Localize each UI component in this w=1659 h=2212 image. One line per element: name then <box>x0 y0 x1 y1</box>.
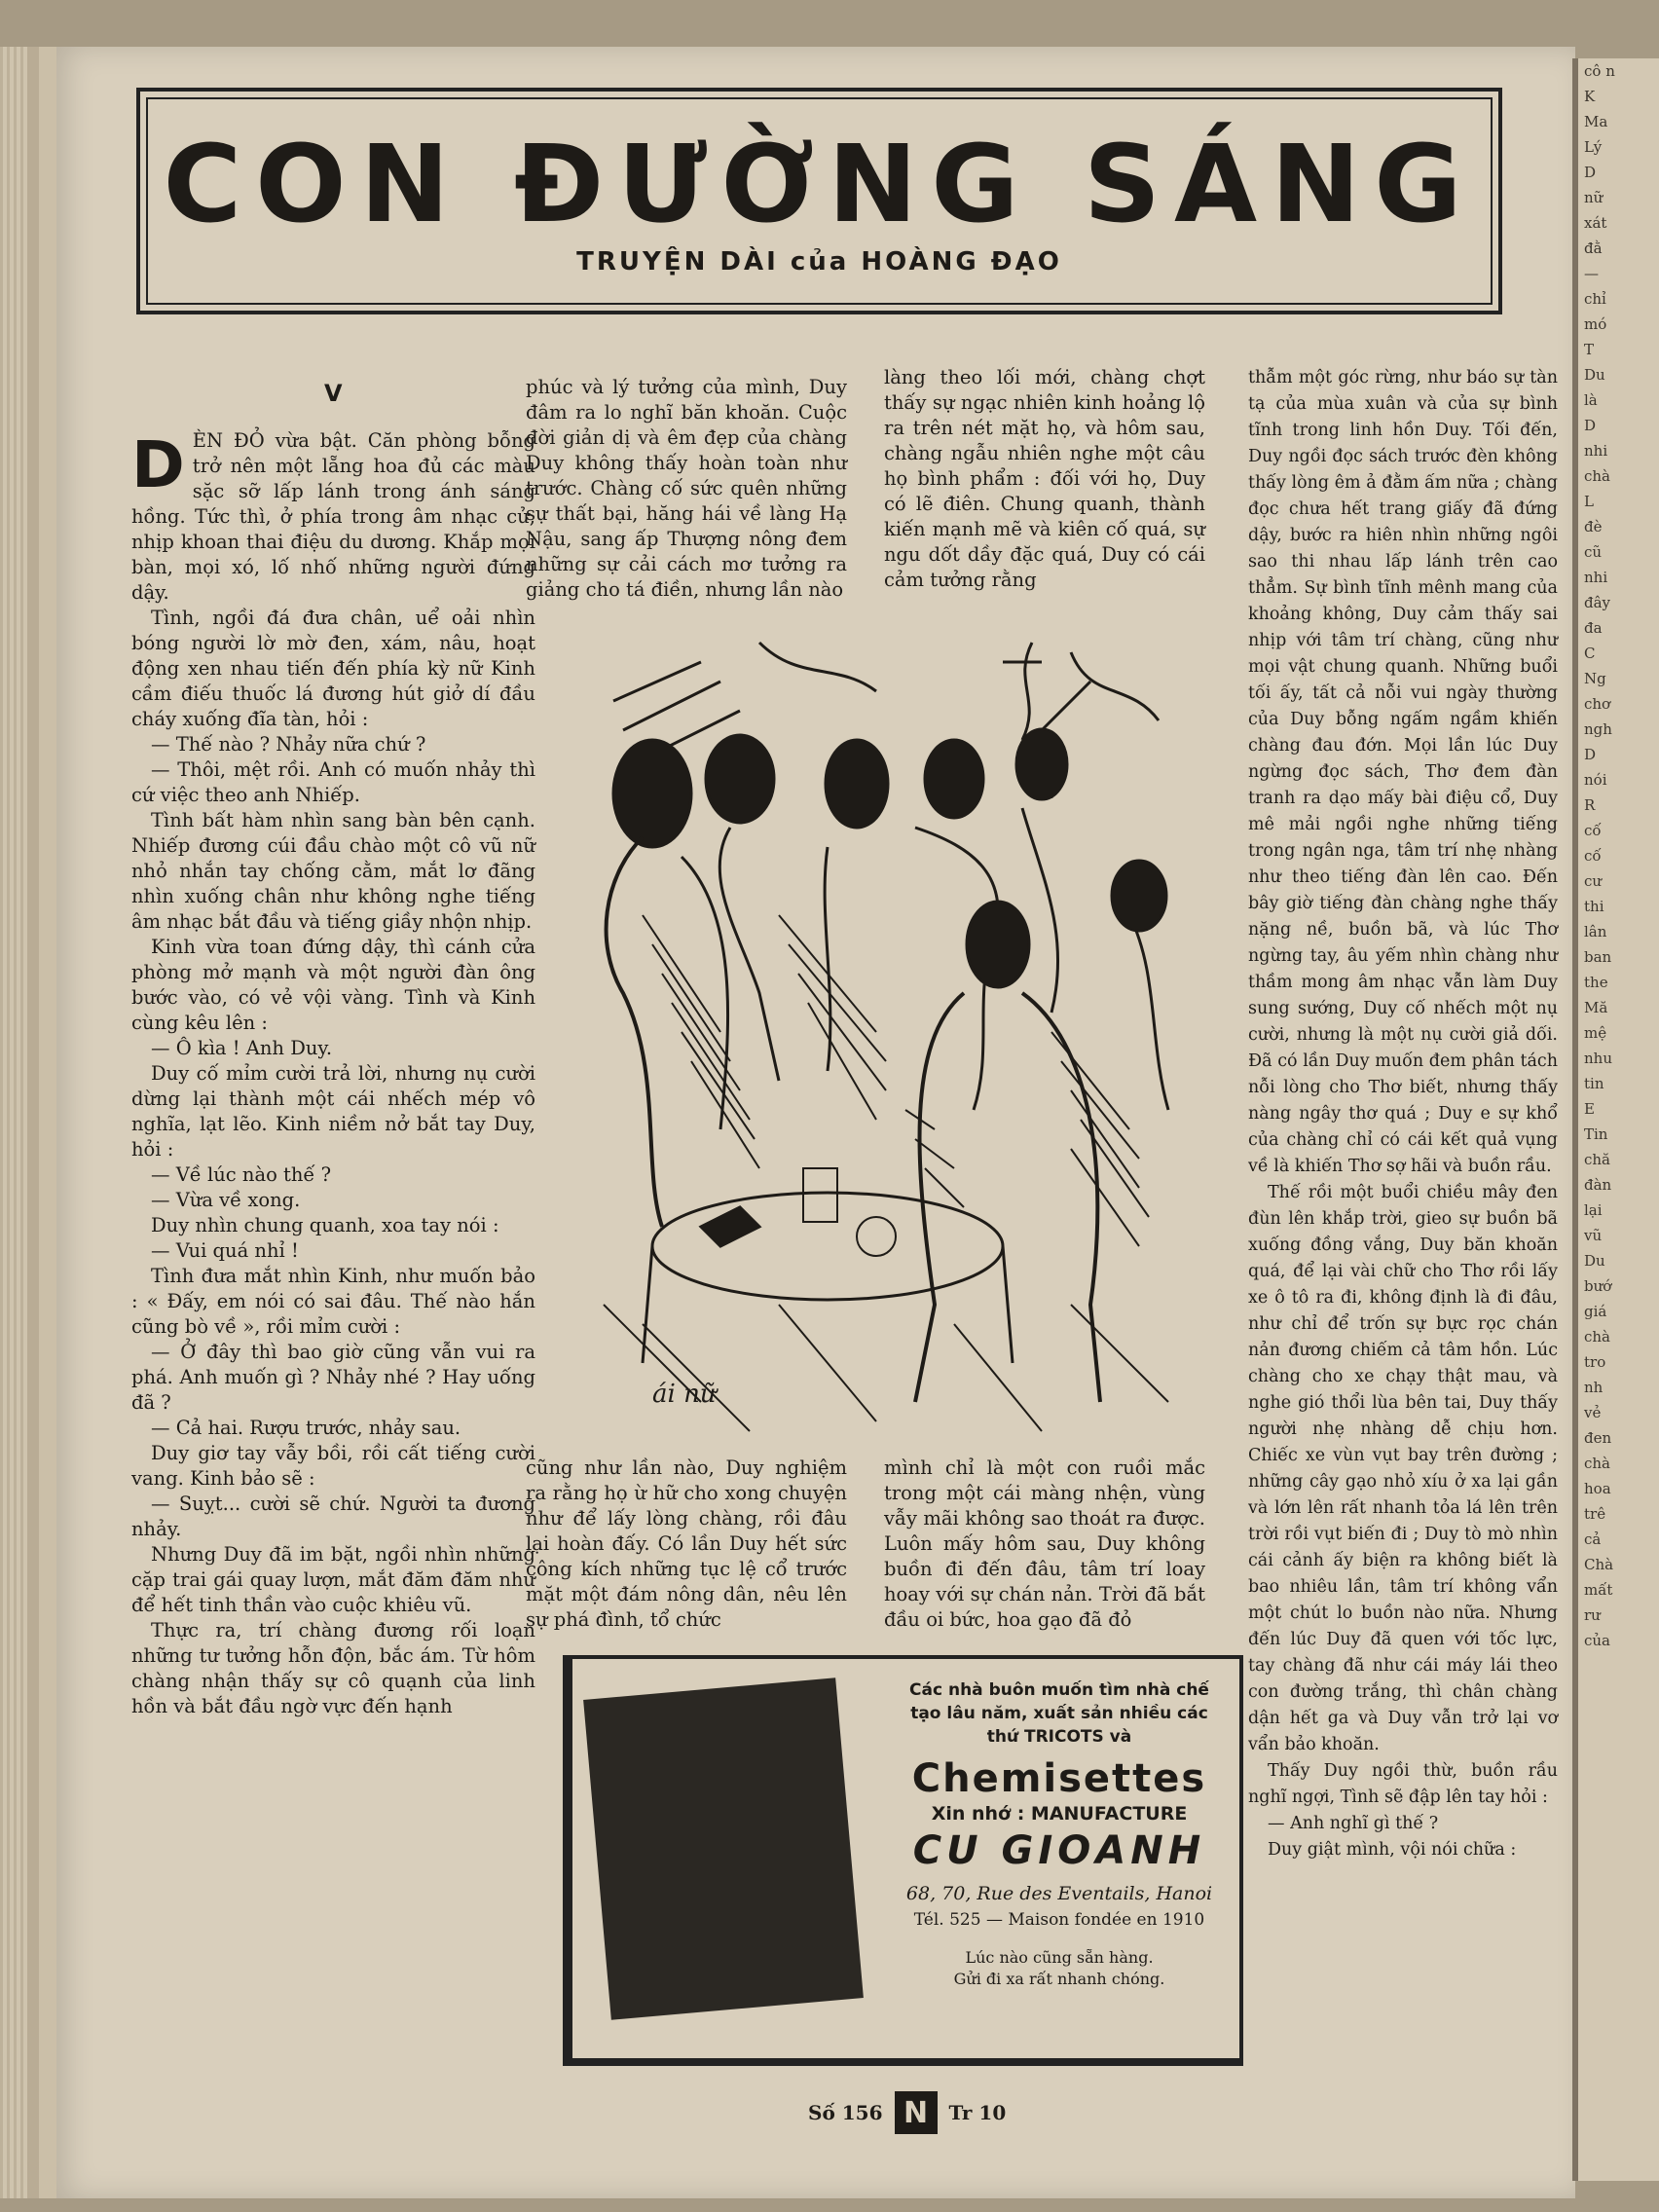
facing-page-fragment: chỉ <box>1584 290 1606 308</box>
facing-page-fragment: thi <box>1584 898 1604 915</box>
facing-page-fragment: xát <box>1584 214 1607 232</box>
ad-footnote <box>894 1947 1225 1990</box>
facing-page-fragment: T <box>1584 341 1595 358</box>
book-spine <box>0 47 58 2198</box>
paragraph: Nhưng Duy đã im bặt, ngồi nhìn những cặp trai gái quay lượn, mắt đăm đăm như để hết tinh thần vào cuộc khiêu vũ. <box>131 1543 535 1616</box>
dialogue: — Về lúc nào thế ? <box>151 1163 332 1186</box>
page-footer <box>808 2091 1022 2134</box>
paragraph: cũng như lần nào, Duy nghiệm ra rằng họ ừ hữ cho xong chuyện như để lấy lòng chàng, rồi đâu lại hoàn đấy. Có lần Duy hết sức công kích những tục lệ cổ trước mặt một đám nông dân, nêu lên sự phá đình, tổ chức <box>526 1456 847 1631</box>
facing-page-fragment: đây <box>1584 594 1611 611</box>
facing-page-fragment: giá <box>1584 1303 1607 1320</box>
facing-page-fragment: Chà <box>1584 1556 1614 1573</box>
ad-remember: Xin nhớ : MANUFACTURE <box>931 1803 1188 1825</box>
illustration-drawing <box>584 623 1198 1436</box>
facing-page-fragment: ban <box>1584 948 1612 966</box>
facing-page-fragment: chà <box>1584 1455 1611 1472</box>
drop-cap: D <box>131 427 185 502</box>
opening-paragraph: DÈN ĐỎ vừa bật. Căn phòng bỗng trở nên một lẵng hoa đủ các màu sặc sỡ lấp lánh trong ánh sáng hồng. Tức thì, ở phía trong âm nhạc cử, nhịp khoan thai điệu du dương. Khắp mọi bàn, mọi xó, lố nhố những người đứng dậy. <box>131 427 535 604</box>
facing-page-fragment: chơ <box>1584 695 1611 713</box>
column-4 <box>1248 365 1558 1863</box>
facing-page-edge <box>1572 58 1659 2181</box>
facing-page-fragment: đen <box>1584 1429 1612 1447</box>
facing-page-fragment: là <box>1584 391 1598 409</box>
facing-page-fragment: Mă <box>1584 999 1608 1016</box>
paragraph: Kinh vừa toan đứng dậy, thì cánh cửa phòng mở mạnh và một người đàn ông bước vào, có vẻ vội vàng. Tình và Kinh cùng kêu lên : <box>131 936 535 1034</box>
facing-page-fragment: đè <box>1584 518 1603 535</box>
dialogue: — Cả hai. Rượu trước, nhảy sau. <box>151 1417 461 1439</box>
facing-page-fragment: Du <box>1584 366 1605 384</box>
paragraph: Tình bất hàm nhìn sang bàn bên cạnh. Nhiếp đương cúi đầu chào một cô vũ nữ nhỏ nhắn tay chống cằm, mắt lơ đãng nhìn xuống chân như không nghe tiếng âm nhạc bắt đầu và tiếng giầy nhộn nhịp. <box>131 809 535 933</box>
facing-page-fragment: ngh <box>1584 720 1612 738</box>
chapter-number: V <box>324 380 343 407</box>
facing-page-fragment: vẻ <box>1584 1404 1602 1421</box>
facing-page-fragment: tin <box>1584 1075 1604 1092</box>
column-1 <box>131 428 535 1719</box>
facing-page-fragment: nhi <box>1584 442 1608 460</box>
facing-page-fragment: cả <box>1584 1530 1602 1548</box>
paragraph: Thế rồi một buổi chiều mây đen đùn lên khắp trời, gieo sự buồn bã xuống đồng vắng, Duy băn khoăn quá, để lại vài chữ cho Thơ rồi lấy xe ô tô ra đi, không định là đi đâu, như chỉ để trốn sự bực rọc chán nản đương chiếm cả tâm hồn. Lúc chàng cho xe chạy thật mau, và nghe gió thổi lùa bên tai, Duy thấy người nhẹ nhàng dễ chịu hơn. Chiếc xe vùn vụt bay trên đường ; những cây gạo nhỏ xíu ở xa lại gần và lớn lên rất nhanh tỏa lá lên trên trời rồi vụt biến đi ; Duy tò mò nhìn cái cảnh ấy biện ra không biết là bao nhiêu lần, tâm trí không vẩn một chút lo buồn nào nữa. Nhưng đến lúc Duy đã quen với tốc lực, tay chàng đã như cái máy lái theo con đường trắng, thì chân chàng dận hết ga và Duy vẫn trở lại vơ vẩn bảo khoăn. <box>1248 1183 1558 1754</box>
column-3-top <box>884 365 1205 593</box>
paragraph: Thấy Duy ngồi thừ, buồn rầu nghĩ ngợi, Tình sẽ đập lên tay hỏi : <box>1248 1761 1558 1807</box>
facing-page-fragment: K <box>1584 88 1596 105</box>
facing-page-fragment: Tin <box>1584 1125 1608 1143</box>
facing-page-fragment: rư <box>1584 1606 1601 1624</box>
dance-hall-illustration <box>584 623 1198 1436</box>
paragraph: Duy nhìn chung quanh, xoa tay nói : <box>151 1214 499 1236</box>
facing-page-fragment: cố <box>1584 822 1602 839</box>
facing-page-fragment: mất <box>1584 1581 1613 1599</box>
ad-copy <box>894 1678 1225 1990</box>
facing-page-fragment: cố <box>1584 847 1602 865</box>
facing-page-fragment: chà <box>1584 1328 1611 1346</box>
ad-lead: Các nhà buôn muốn tìm nhà chế tạo lâu năm, xuất sản nhiều các thứ TRICOTS và <box>909 1680 1209 1747</box>
facing-page-fragment: D <box>1584 164 1597 181</box>
ad-telephone: Tél. 525 — Maison fondée en 1910 <box>913 1910 1205 1930</box>
facing-page-fragment: nữ <box>1584 189 1604 206</box>
facing-page-fragment: lại <box>1584 1201 1603 1219</box>
dialogue: — Vui quá nhỉ ! <box>151 1239 299 1262</box>
facing-page-fragment: D <box>1584 417 1597 434</box>
ad-foot-line: Lúc nào cũng sẵn hàng. <box>965 1948 1154 1967</box>
story-title: CON ĐƯỜNG SÁNG <box>163 122 1476 246</box>
facing-page-fragment: tro <box>1584 1353 1606 1371</box>
paragraph: mình chỉ là một con ruồi mắc trong một cái màng nhện, vùng vẫy mãi không sao thoát ra được. Luôn mấy hôm sau, Duy không buồn đi đến đâu, tâm trí loay hoay với sự chán nản. Trời đã bắt đầu oi bức, hoa gạo đã đỏ <box>884 1456 1205 1631</box>
facing-page-fragment: D <box>1584 746 1597 763</box>
paragraph: làng theo lối mới, chàng chợt thấy sự ngạc nhiên kinh hoảng lộ ra trên nét mặt họ, và hôm sau, chàng ngẫu nhiên nghe một câu họ bình phẩm : đối với họ, Duy có lẽ điên. Chung quanh, thành kiến mạnh mẽ và kiên cố quá, sự ngu dốt dầy đặc quá, Duy có cái cảm tưởng rằng <box>884 366 1205 591</box>
paragraph: phúc và lý tưởng của mình, Duy đâm ra lo nghĩ băn khoăn. Cuộc đời giản dị và êm đẹp của chàng Duy không thấy hoàn toàn như trước. Chàng cố sức quên những sự thất bại, hăng hái về làng Hạ Nậu, sang ấp Thượng nông đem những sự cải cách mơ tưởng ra giảng cho tá điền, nhưng lần nào <box>526 376 847 601</box>
ad-company: CU GIOANH <box>912 1828 1206 1873</box>
artist-signature: ái nữ <box>652 1380 717 1409</box>
facing-page-fragment: hoa <box>1584 1480 1611 1497</box>
dialogue: — Ô kìa ! Anh Duy. <box>151 1037 333 1059</box>
facing-page-fragment: chă <box>1584 1151 1611 1168</box>
facing-page-fragment: L <box>1584 493 1594 510</box>
dialogue: — Thế nào ? Nhảy nữa chứ ? <box>151 733 426 756</box>
facing-page-fragment: Ng <box>1584 670 1606 687</box>
facing-page-fragment: cũ <box>1584 543 1603 561</box>
paragraph: Thực ra, trí chàng đương rối loạn những tư tưởng hỗn độn, bắc ám. Từ hôm chàng nhận thấy sự cô quạnh của linh hồn và bắt đầu ngờ vực đến hạnh <box>131 1619 535 1717</box>
facing-page-fragment: — <box>1584 265 1599 282</box>
facing-page-fragment: R <box>1584 796 1596 814</box>
column-2-bottom <box>526 1456 847 1633</box>
facing-page-fragment: chà <box>1584 467 1611 485</box>
advertisement <box>563 1655 1243 2066</box>
ad-address: 68, 70, Rue des Eventails, Hanoi <box>905 1883 1213 1904</box>
facing-page-fragment: đằ <box>1584 240 1603 257</box>
facing-page-fragment: lân <box>1584 923 1607 940</box>
facing-page-fragment: Ma <box>1584 113 1608 130</box>
facing-page-fragment: bướ <box>1584 1277 1612 1295</box>
ad-product: Chemisettes <box>911 1756 1207 1801</box>
facing-page-fragment: C <box>1584 645 1596 662</box>
facing-page-fragment: nhi <box>1584 569 1608 586</box>
facing-page-fragment: vũ <box>1584 1227 1603 1244</box>
title-frame <box>136 88 1502 314</box>
facing-page-fragment: của <box>1584 1632 1611 1649</box>
ad-foot-line: Gửi đi xa rất nhanh chóng. <box>953 1970 1165 1988</box>
column-3-bottom <box>884 1456 1205 1633</box>
facing-page-fragment: trê <box>1584 1505 1606 1523</box>
paragraph: thẫm một góc rừng, như báo sự tàn tạ của mùa xuân và của sự bình tĩnh trong linh hồn Duy. Tối đến, Duy ngồi đọc sách trước đèn không thấy lòng êm ả đằm ấm nữa ; chàng đọc chưa hết trang giấy đã đứng dậy, bước ra hiên nhìn những ngôi sao thi nhau lấp lánh trên cao thẳm. Sự bình tĩnh mênh mang của khoảng không, Duy cảm thấy sai nhịp với tâm trí chàng, cũng như mọi vật chung quanh. Những buổi tối ấy, tất cả nỗi vui ngày thường của Duy bỗng ngấm ngầm khiến chàng đau đớn. Mọi lần lúc Duy ngừng đọc sách, Thơ đem đàn tranh ra dạo mấy bài điệu cổ, Duy mê mải ngồi nghe những tiếng trong ngân nga, tâm trí nhẹ nhàng như theo tiếng đàn lên cao. Đến bây giờ tiếng đàn chàng nghe thấy nặng nề, buồn bã, và lúc Thơ ngừng tay, âu yếm nhìn chàng như thầm mong âm nhạc vẫn làm Duy sung sướng, Duy cố nhếch một nụ cười, nhưng là một nụ cười giả dối. Đã có lần Duy muốn đem phân tách nỗi lòng cho Thơ biết, nhưng thấy nàng ngây thơ quá ; Duy e sự khổ của chàng chỉ có cái kết quả vụng về là khiến Thơ sợ hãi và buồn rầu. <box>1248 368 1558 1176</box>
paragraph: Duy cố mỉm cười trả lời, nhưng nụ cười dừng lại thành một cái nhếch mép vô nghĩa, lạt lẽo. Kinh niềm nở bắt tay Duy, hỏi : <box>131 1062 535 1161</box>
facing-page-fragment: mó <box>1584 315 1607 333</box>
issue-number: Số 156 <box>808 2101 883 2124</box>
dialogue: — Suỵt... cười sẽ chứ. Người ta đương nhảy. <box>131 1493 535 1540</box>
facing-page-fragment: đàn <box>1584 1176 1612 1194</box>
column-2-top <box>526 375 847 603</box>
dialogue: — Ở đây thì bao giờ cũng vẫn vui ra phá. Anh muốn gì ? Nhảy nhé ? Hay uống đã ? <box>131 1341 535 1414</box>
story-byline: TRUYỆN DÀI của HOÀNG ĐẠO <box>576 247 1062 276</box>
facing-page-fragment: cô n <box>1584 62 1615 80</box>
facing-page-fragment: mệ <box>1584 1024 1607 1042</box>
dialogue: — Anh nghĩ gì thế ? <box>1268 1814 1439 1833</box>
dialogue: — Thôi, mệt rồi. Anh có muốn nhảy thì cứ việc theo anh Nhiếp. <box>131 758 535 806</box>
dialogue: — Vừa về xong. <box>151 1189 301 1211</box>
page-number: Tr 10 <box>948 2101 1007 2124</box>
paragraph: Duy giật mình, vội nói chữa : <box>1268 1840 1517 1860</box>
facing-page-fragment: E <box>1584 1100 1595 1118</box>
facing-page-fragment: Du <box>1584 1252 1605 1270</box>
facing-page-fragment: nhu <box>1584 1050 1612 1067</box>
paragraph: Tình, ngồi đá đưa chân, uể oải nhìn bóng người lờ mờ đen, xám, nâu, hoạt động xen nhau tiến đến phía kỳ nữ Kinh cầm điếu thuốc lá đương hút giở dí đầu cháy xuống đĩa tàn, hỏi : <box>131 607 535 730</box>
facing-page-fragment: nói <box>1584 771 1607 789</box>
magazine-logo-icon: N <box>895 2091 938 2134</box>
facing-page-fragment: cư <box>1584 872 1603 890</box>
facing-page-fragment: nh <box>1584 1379 1604 1396</box>
facing-page-fragment: the <box>1584 974 1608 991</box>
paragraph: Duy giơ tay vẫy bồi, rồi cất tiếng cười vang. Kinh bảo sẽ : <box>131 1442 535 1490</box>
fabric-swatch-image <box>583 1677 864 2019</box>
facing-page-fragment: Lý <box>1584 138 1603 156</box>
paragraph: Tình đưa mắt nhìn Kinh, như muốn bảo : « Đấy, em nói có sai đâu. Thế nào hắn cũng bò về », rồi mỉm cười : <box>131 1265 535 1338</box>
facing-page-fragment: đa <box>1584 619 1603 637</box>
